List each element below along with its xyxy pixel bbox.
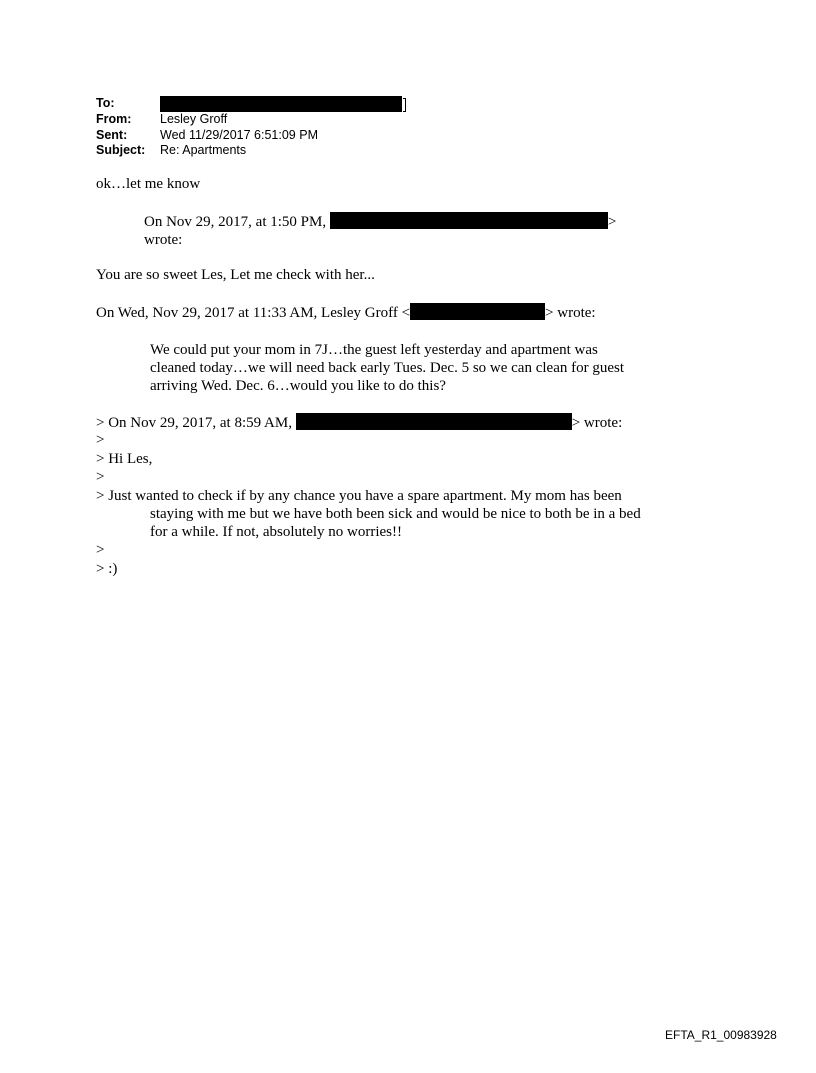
quote-1-date: On Nov 29, 2017, at 1:50 PM, xyxy=(144,214,327,230)
quote-5-message-line-1: > Just wanted to check if by any chance you have a spare apartment. My mom has been xyxy=(96,488,622,504)
redaction-bar xyxy=(296,413,572,430)
quote-1-line-2: wrote: xyxy=(144,232,183,248)
quote-2: You are so sweet Les, Let me check with her... xyxy=(96,267,375,283)
redaction-bar xyxy=(330,212,608,229)
subject-label: Subject: xyxy=(96,143,146,157)
sent-row xyxy=(96,128,406,144)
quote-1-suffix: > xyxy=(607,214,617,230)
redaction-bar xyxy=(410,303,545,320)
subject-row xyxy=(96,143,406,159)
quote-5-line-1 xyxy=(96,413,622,433)
quote-3 xyxy=(96,303,596,323)
quote-marker: > xyxy=(96,542,105,558)
quote-1-line-1 xyxy=(144,212,616,232)
redaction-bar xyxy=(160,96,402,112)
quote-5-suffix: > wrote: xyxy=(571,415,623,431)
quote-4-line-1: We could put your mom in 7J…the guest left yesterday and apartment was xyxy=(150,342,598,358)
from-label: From: xyxy=(96,112,132,126)
quote-marker: > xyxy=(96,469,105,485)
sent-label: Sent: xyxy=(96,127,128,142)
quote-5-greeting: > Hi Les, xyxy=(96,451,153,467)
document-id: EFTA_R1_00983928 xyxy=(665,1028,777,1042)
quote-4-line-3: arriving Wed. Dec. 6…would you like to do this? xyxy=(150,378,446,394)
sent-value: Wed 11/29/2017 6:51:09 PM xyxy=(160,127,318,142)
email-header xyxy=(96,96,406,159)
subject-value: Re: Apartments xyxy=(160,143,247,157)
redaction-edge-mark xyxy=(403,98,406,112)
quote-5-message-line-2: staying with me but we have both been sick and would be nice to both be in a bed xyxy=(150,506,641,522)
quote-3-prefix: On Wed, Nov 29, 2017 at 11:33 AM, Lesley Groff < xyxy=(96,305,411,321)
quote-3-suffix: > wrote: xyxy=(545,305,596,321)
from-row xyxy=(96,112,406,128)
quote-5-message-line-3: for a while. If not, absolutely no worries!! xyxy=(150,524,403,540)
quote-5-prefix: > On Nov 29, 2017, at 8:59 AM, xyxy=(96,415,292,431)
to-row xyxy=(96,96,406,112)
quote-marker: > xyxy=(96,432,105,448)
quote-4-line-2: cleaned today…we will need back early Tues. Dec. 5 so we can clean for guest xyxy=(150,360,625,376)
quote-5-signoff: > :) xyxy=(96,561,118,577)
to-label: To: xyxy=(96,96,115,110)
from-value: Lesley Groff xyxy=(160,112,228,126)
reply-text: ok…let me know xyxy=(96,176,201,192)
